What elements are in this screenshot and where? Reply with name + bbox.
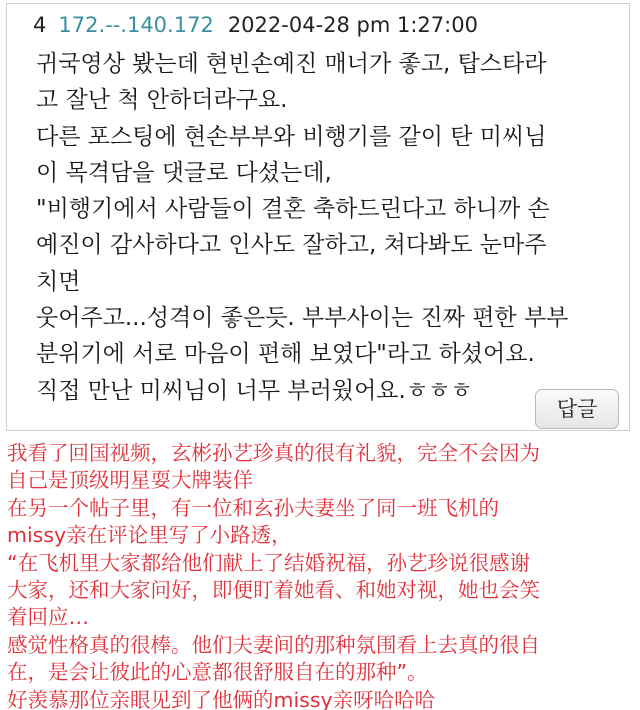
comment-body-line: 웃어주고...성격이 좋은듯. 부부사이는 진짜 편한 부부 [36,305,569,332]
comment-body [36,46,616,409]
translation-line: 在，是会让彼此的心意都很舒服自在的那种”。 [7,660,428,685]
comment-header [33,12,478,38]
comment-number: 4 [33,13,47,37]
comment-ip-address: 172.--.140.172 [58,13,214,37]
translation-line: 感觉性格真的很棒。他们夫妻间的那种氛围看上去真的很自 [7,632,540,657]
comment-body-line: 다른 포스팅에 현손부부와 비행기를 같이 탄 미씨님 [36,123,547,150]
translation-line: “在飞机里大家都给他们献上了结婚祝福，孙艺珍说很感谢 [7,550,531,575]
comment-datetime: 2022-04-28 pm 1:27:00 [227,13,478,37]
translation-line: 在另一个帖子里，有一位和玄孙夫妻坐了同一班飞机的 [7,495,499,520]
comment-body-line: 귀국영상 봤는데 현빈손예진 매너가 좋고, 탑스타라 [36,51,547,77]
translation-line: 我看了回国视频，玄彬孙艺珍真的很有礼貌，完全不会因为 [7,441,540,465]
comment-body-line: 고 잘난 척 안하더라구요. [36,87,288,114]
translation-line: 大家，还和大家问好，即便盯着她看、和她对视，她也会笑 [7,578,540,603]
comment-body-line: 직접 만난 미씨님이 너무 부러웠어요.ㅎㅎㅎ [36,377,473,404]
comment-body-line: 치면 [36,268,81,295]
comment-body-line: "비행기에서 사람들이 결혼 축하드린다고 하니까 손 [36,196,550,223]
comment-card [6,3,630,431]
translation-line: missy亲在评论里写了小路透， [7,523,292,548]
comment-body-line: 이 목격담을 댓글로 다셨는데, [36,159,332,186]
comment-body-line: 분위기에 서로 마음이 편해 보였다"라고 하셨어요. [36,341,535,368]
translation-line: 自己是顶级明星耍大牌装佯 [7,468,253,493]
translation-text [7,440,635,710]
translation-line: 着回应… [7,605,89,630]
comment-body-line: 예진이 감사하다고 인사도 잘하고, 쳐다봐도 눈마주 [36,232,547,259]
translation-line: 好羡慕那位亲眼见到了他俩的missy亲呀哈哈哈 [7,687,436,710]
reply-button[interactable]: 답글 [535,389,619,429]
